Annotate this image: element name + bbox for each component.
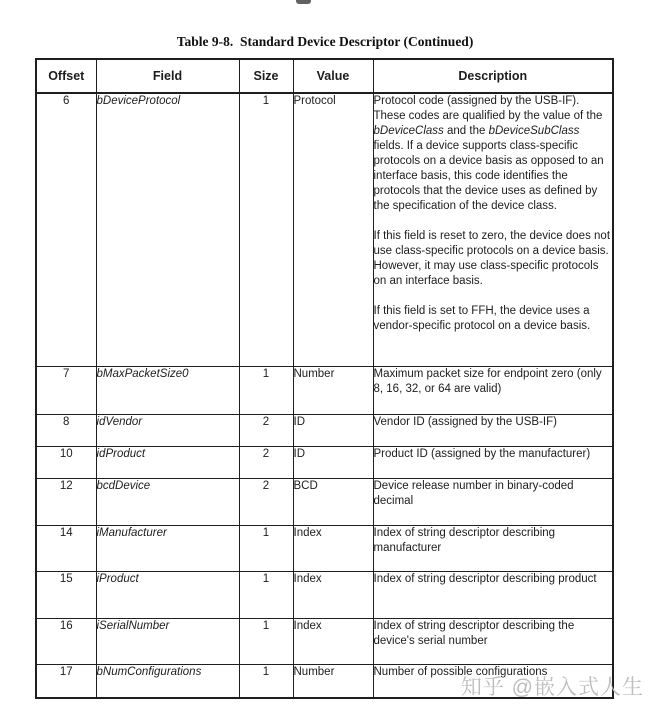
value-cell: ID (293, 414, 373, 446)
size-cell: 1 (239, 93, 293, 366)
column-header-field: Field (96, 59, 239, 93)
size-cell: 2 (239, 414, 293, 446)
description-paragraph: Device release number in binary-coded decimal (373, 479, 574, 507)
description-cell (373, 414, 613, 446)
value-cell: Number (293, 366, 373, 414)
description-paragraph: Maximum packet size for endpoint zero (only 8, 16, 32, or 64 are valid) (373, 367, 602, 395)
offset-cell: 6 (36, 93, 96, 366)
size-cell: 2 (239, 446, 293, 478)
table-title: Table 9-8. Standard Device Descriptor (Continued) (176, 34, 474, 49)
page-top-artifact (296, 0, 311, 4)
size-cell: 1 (239, 571, 293, 618)
description-paragraph: Index of string descriptor describing product (373, 572, 597, 585)
column-header-description: Description (373, 59, 613, 93)
offset-cell: 15 (36, 571, 96, 618)
field-cell: iManufacturer (96, 525, 239, 571)
description-paragraph: If this field is set to FFH, the device uses a vendor-specific protocol on a device basis. (373, 305, 591, 332)
size-cell: 1 (239, 618, 293, 664)
table-row (36, 525, 613, 571)
value-cell: Number (293, 664, 373, 698)
offset-cell: 8 (36, 414, 96, 446)
value-cell: Index (293, 618, 373, 664)
watermark: 知乎 @嵌入式人生 (460, 676, 644, 699)
description-paragraph: Index of string descriptor describing the device's serial number (373, 619, 575, 647)
column-header-offset: Offset (36, 59, 96, 93)
table-row (36, 414, 613, 446)
size-cell: 1 (239, 664, 293, 698)
table-row (36, 571, 613, 618)
value-cell: BCD (293, 478, 373, 525)
field-cell: idVendor (96, 414, 239, 446)
device-descriptor-table (35, 58, 614, 699)
field-cell: iProduct (96, 571, 239, 618)
size-cell: 2 (239, 478, 293, 525)
description-cell (373, 446, 613, 478)
offset-cell: 7 (36, 366, 96, 414)
offset-cell: 17 (36, 664, 96, 698)
header-row (36, 59, 613, 93)
field-cell: iSerialNumber (96, 618, 239, 664)
offset-cell: 14 (36, 525, 96, 571)
description-paragraph: If this field is reset to zero, the device does not use class-specific protocols on a device basis. However, it may use class-specific protocols on an interface basis. (373, 230, 611, 287)
size-cell: 1 (239, 366, 293, 414)
value-cell: Index (293, 525, 373, 571)
table-row (36, 446, 613, 478)
description-paragraph: Number of possible configurations (373, 665, 548, 678)
description-cell (373, 618, 613, 664)
field-cell: bcdDevice (96, 478, 239, 525)
size-cell: 1 (239, 525, 293, 571)
field-cell: idProduct (96, 446, 239, 478)
table-row (36, 478, 613, 525)
description-paragraph: Protocol code (assigned by the USB-IF). These codes are qualified by the value of the bDeviceClass and the bDeviceSubClass fields. If a device supports class-specific protocols on a device basis as opposed to an interface basis, this code identifies the protocols that the device uses as defined by the specification of the device class. (373, 95, 604, 212)
offset-cell: 10 (36, 446, 96, 478)
description-paragraph: Index of string descriptor describing manufacturer (373, 526, 556, 554)
description-cell (373, 93, 613, 366)
offset-cell: 12 (36, 478, 96, 525)
value-cell: Index (293, 571, 373, 618)
column-header-size: Size (239, 59, 293, 93)
offset-cell: 16 (36, 618, 96, 664)
description-cell (373, 478, 613, 525)
field-cell: bNumConfigurations (96, 664, 239, 698)
description-paragraph: Vendor ID (assigned by the USB-IF) (373, 415, 557, 428)
field-cell: bDeviceProtocol (96, 93, 239, 366)
value-cell: Protocol (293, 93, 373, 366)
description-cell (373, 525, 613, 571)
table-row (36, 618, 613, 664)
value-cell: ID (293, 446, 373, 478)
field-cell: bMaxPacketSize0 (96, 366, 239, 414)
table-row (36, 93, 613, 366)
column-header-value: Value (293, 59, 373, 93)
description-paragraph: Product ID (assigned by the manufacturer) (373, 447, 591, 460)
description-cell (373, 571, 613, 618)
table-row (36, 366, 613, 414)
description-cell (373, 366, 613, 414)
